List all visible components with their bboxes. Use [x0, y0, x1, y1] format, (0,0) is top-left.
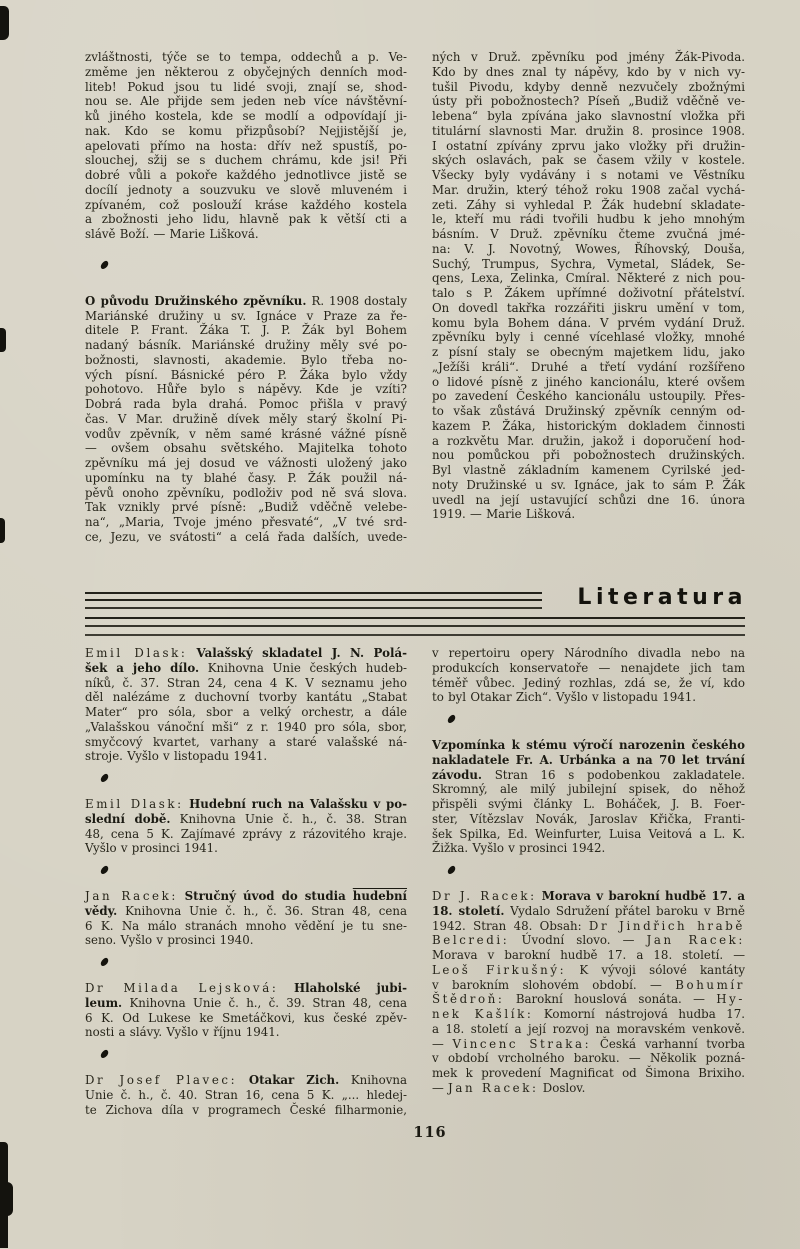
text-line: Tak vznikly prvé písně: „Budiž vděčně velebe- [85, 500, 407, 515]
text-line: komu byla Bohem dána. V prvém vydání Druž. [432, 315, 745, 330]
text-line: v období vrcholného baroku. — Několik pozná- [432, 1051, 745, 1066]
header-rule [85, 625, 745, 627]
text-line: a zbožnosti jeho lidu, hlavně pak k větší cti a [85, 212, 407, 227]
text-line: lebena“ byla zpívána jako slavnostní vložka při [432, 109, 745, 123]
scan-artifact [0, 518, 5, 543]
text-line: noty Družinské u sv. Ignáce, jak to sám P. Žák [432, 477, 745, 492]
leaf-ornament [100, 775, 407, 784]
text-line: v repertoiru opery Národního divadla nebo na [432, 646, 745, 660]
leaf-ornament [100, 1051, 407, 1060]
text-line: Dr Milada Lejsková: Hlaholské jubi- [85, 981, 407, 995]
text-line: přispěli svými články L. Boháček, J. B. Foer- [432, 797, 745, 811]
scan-artifact [0, 6, 9, 40]
text-line: Štědroň: Barokní houslová sonáta. — Hy- [432, 992, 745, 1007]
ornament-dot-icon [446, 865, 457, 875]
paragraph [85, 981, 407, 1040]
text-line: apelovati přímo na hosta: dřív než spustíš, po- [85, 138, 407, 153]
text-line: na“, „Maria, Tvoje jméno přesvaté“, „V tvé srd- [85, 515, 407, 529]
text-line: stroje. Vyšlo v listopadu 1941. [85, 749, 268, 764]
text-line: nadaný básník. Mariánské družiny měly své po- [85, 338, 407, 352]
text-line: nak. Kdo se komu přizpůsobí? Nejjistější je, [85, 123, 407, 138]
text-line: mek k provedení Magnificat od Šimona Brixiho. [432, 1066, 745, 1080]
text-line: Mariánské družiny u sv. Ignáce v Praze za ře- [85, 308, 407, 323]
ornament-dot-icon [99, 865, 110, 875]
ornament-dot-icon [99, 957, 110, 967]
text-line: téměř vůbec. Jediný rozhlas, zdá se, že ví, kdo [432, 675, 745, 690]
leaf-ornament [100, 959, 407, 968]
paragraph [85, 294, 407, 545]
text-line: uvedl na její ustavující schůzi dne 16. února [432, 492, 745, 507]
text-line: básním. V Druž. zpěvníku čteme zvučná jmé- [432, 227, 745, 241]
paragraph [432, 50, 745, 522]
leaf-ornament [100, 262, 407, 271]
page-number: 116 [413, 1124, 447, 1141]
scan-artifact [0, 1182, 13, 1216]
text-line: děl nalézáme z duchovní tvorby kantátu „Stabat [85, 690, 407, 705]
text-line: zpívaném, což poslouží kráse každého kostela [85, 197, 407, 212]
text-line: leum. Knihovna Unie č. h., č. 39. Stran 48, cena [85, 995, 407, 1010]
text-line: čas. V Mar. družině dívek měly starý školní Pi- [85, 411, 407, 426]
text-line: 6 K. Od Lukese ke Smetáčkovi, kus české zpěv- [85, 1010, 407, 1025]
text-line: slávě Boží. — Marie Lišková. [85, 227, 259, 241]
text-line: — Jan Racek: Doslov. [432, 1080, 586, 1095]
text-line: 6 K. Na málo stranách mnoho vědění je tu sne- [85, 918, 407, 933]
text-line: On dovedl takřka rozzářiti jiskru umění v tom, [432, 300, 745, 315]
text-line: na: V. J. Novotný, Wowes, Říhovský, Douša, [432, 241, 745, 256]
text-line: ster, Vítězslav Novák, Jaroslav Křička, Franti- [432, 811, 745, 826]
ornament-dot-icon [446, 714, 457, 724]
text-line: pěvů onoho zpěvníku, podloživ pod ně svá slova. [85, 485, 407, 500]
text-line: šek a jeho dílo. Knihovna Unie českých hudeb- [85, 660, 407, 675]
text-line: slouchej, sžij se s duchem chrámu, kde jsi! Při [85, 153, 407, 168]
header-rule [85, 607, 542, 609]
text-line: Byl vlastně základním kamenem Cyrilské jed- [432, 463, 745, 477]
text-line: Skromný, ale milý jubilejní spisek, do něhož [432, 782, 745, 797]
top-right-column [432, 50, 745, 545]
text-line: Dobrá rada byla drahá. Pomoc přišla v pravý [85, 397, 407, 411]
text-line: nek Kašlík: Komorní nástrojová hudba 17. [432, 1007, 745, 1021]
text-line: qens, Lexa, Zelinka, Cmíral. Některé z nich pou- [432, 271, 745, 286]
header-rule [85, 617, 745, 619]
text-line: — ovšem obsahu světského. Majitelka tohoto [85, 441, 407, 456]
text-line: nou pomůckou při pobožnostech družinských. [432, 448, 745, 463]
text-line: te Zichova díla v programech České filharmonie, [85, 1102, 407, 1117]
text-line: produkcích konservatoře — nenajdete jich tam [432, 660, 745, 675]
text-line: Morava v barokní hudbě 17. a 18. století. — [432, 948, 745, 962]
text-line: zpěvníku má jej dosud ve vážnosti uložený jako [85, 456, 407, 470]
text-line: 48, cena 5 K. Zajímavé zprávy z rázovitého kraje. [85, 826, 407, 841]
text-line: smyčcový kvartet, varhany a staré valašské ná- [85, 734, 407, 749]
header-rule [85, 599, 542, 601]
text-line: upomínku na ty blahé časy. P. Žák použil ná- [85, 470, 407, 485]
text-line: to byl Otakar Zich“. Vyšlo v listopadu 1941. [432, 690, 697, 705]
text-line: liteb! Pokud jsou tu lidé svoji, znají se, shod- [85, 79, 407, 94]
leaf-ornament [447, 716, 745, 725]
ornament-dot-icon [99, 1049, 110, 1059]
paragraph [85, 1073, 407, 1117]
text-line: I ostatní zpívány zprvu jako vložky při družin- [432, 138, 745, 153]
paragraph [432, 646, 745, 705]
text-line: „Valašskou vánoční mši“ z r. 1940 pro sóla, sbor, [85, 719, 407, 734]
text-line: to však zůstává Družinský zpěvník cenným od- [432, 404, 745, 418]
text-line: změme jen některou z obyčejných denních mod- [85, 64, 407, 79]
text-line: Emil Dlask: Hudební ruch na Valašsku v po- [85, 797, 407, 811]
text-line: Kdo by dnes znal ty nápěvy, kdo by v nich vy- [432, 64, 745, 79]
text-line: seno. Vyšlo v prosinci 1940. [85, 933, 254, 948]
text-line: Unie č. h., č. 40. Stran 16, cena 5 K. „... hledej- [85, 1087, 407, 1102]
header-rule [85, 634, 745, 636]
text-line: Emil Dlask: Valašský skladatel J. N. Polá- [85, 646, 408, 660]
text-line: ditele P. Frant. Žáka T. J. P. Žák byl Bohem [85, 323, 407, 338]
literatura-section [85, 646, 745, 1117]
text-line: „Ježíši králi“. Druhé a třetí vydání rozšířeno [432, 359, 745, 374]
text-line: vodův zpěvník, v něm samé krásné vážné písně [85, 426, 407, 441]
paragraph [432, 889, 745, 1096]
paragraph [85, 889, 407, 948]
paragraph [432, 738, 745, 856]
text-line: 1919. — Marie Lišková. [432, 507, 576, 522]
text-line: nakladatele Fr. A. Urbánka a na 70 let trvání [432, 752, 745, 767]
scan-artifact [0, 328, 6, 352]
header-rule [85, 592, 542, 594]
text-line: pohotovo. Hůře bylo s nápěvy. Kde je vzíti? [85, 382, 407, 397]
ornament-dot-icon [99, 773, 110, 783]
text-line: po zavedení Českého kancionálu ustoupily. Přes- [432, 389, 745, 404]
text-line: docílí jednoty a souzvuku ve slově mluveném i [85, 182, 407, 197]
text-line: Dr Josef Plavec: Otakar Zich. Knihovna [85, 1073, 408, 1087]
text-line: božnosti, slavnosti, akademie. Bylo třeba no- [85, 352, 407, 367]
text-line: v barokním slohovém období. — Bohumír [432, 977, 745, 992]
leaf-ornament [447, 867, 745, 876]
text-line: dobré vůli a pokoře každého jednotlivce jistě se [85, 168, 407, 182]
text-line: vých písní. Básnické péro P. Žáka bylo vždy [85, 367, 407, 382]
literatura-left-column [85, 646, 407, 1117]
text-line: šek Spilka, Ed. Weinfurter, Luisa Veitová a L. K. [432, 826, 745, 841]
text-line: Mater“ pro sóla, sbor a velký orchestr, a dále [85, 705, 407, 719]
literatura-right-column [432, 646, 745, 1117]
ornament-dot-icon [99, 260, 110, 270]
leaf-ornament [100, 867, 407, 876]
text-line: Vzpomínka k stému výročí narozenin českého [432, 738, 745, 752]
text-line: Všecky byly vydávány i s notami ve Věstníku [432, 168, 745, 182]
text-line: 1942. Stran 48. Obsah: Dr Jindřich hrabě [432, 918, 745, 933]
text-line: z písní staly se obecným majetkem lidu, jako [432, 345, 745, 359]
paragraph [85, 797, 407, 856]
text-line: a rozkvětu Mar. družin, jakož i doporučení hod- [432, 433, 745, 448]
top-section [85, 50, 745, 545]
text-line: nou se. Ale přijde sem jeden neb více návštěvní- [85, 94, 407, 109]
text-line: Mar. družin, který téhož roku 1908 začal vychá- [432, 182, 745, 197]
literatura-header [85, 585, 747, 644]
text-line: ných v Druž. zpěvníku pod jmény Žák-Pivoda. [432, 50, 745, 64]
text-line: a 18. století a její rozvoj na moravském venkově. [432, 1021, 745, 1036]
text-line: ce, Jezu, ve svátosti“ a celá řada dalších, uvede- [85, 529, 407, 544]
text-line: kazem P. Žáka, historickým dokladem činnosti [432, 418, 745, 433]
text-line: ústy při pobožnostech? Píseň „Budiž vděčně ve- [432, 94, 745, 109]
text-line: zeti. Záhy si vyhledal P. Žák hudební skladate- [432, 197, 745, 212]
section-title: Literatura [577, 585, 747, 610]
paragraph [85, 50, 407, 242]
text-line: 18. století. Vydalo Sdružení přátel baroku v Brně [432, 903, 745, 918]
text-line: O původu Družinského zpěvníku. R. 1908 dostaly [85, 293, 407, 308]
paragraph [85, 646, 407, 764]
text-line: o lidové písně z jiného kancionálu, které ovšem [432, 374, 745, 389]
text-line: nosti a slávy. Vyšlo v říjnu 1941. [85, 1025, 280, 1040]
text-line: Vyšlo v prosinci 1941. [85, 841, 218, 856]
text-line: Suchý, Trumpus, Sychra, Vymetal, Sládek, Se- [432, 256, 745, 271]
text-line: zvláštnosti, týče se to tempa, oddechů a p. Ve- [85, 50, 407, 64]
text-line: Belcredi: Úvodní slovo. — Jan Racek: [432, 933, 745, 948]
text-line: ských oslavách, pak se časem vžily v kostele. [432, 153, 745, 168]
text-line: le, kteří mu rádi tvořili hudbu k jeho mnohým [432, 212, 745, 227]
text-line: závodu. Stran 16 s podobenkou zakladatele. [432, 767, 745, 782]
text-line: slední době. Knihovna Unie č. h., č. 38. Stran [85, 811, 407, 826]
text-line: níků, č. 37. Stran 24, cena 4 K. V seznamu jeho [85, 675, 407, 690]
text-line: Jan Racek: Stručný úvod do studia hudební [85, 889, 408, 903]
text-line: Leoš Firkušný: K vývoji sólové kantáty [432, 962, 745, 977]
text-line: talo s P. Žákem upřímné doživotní přátelství. [432, 286, 745, 300]
text-line: tušil Pivodu, kdyby denně nezvučely zbožnými [432, 79, 745, 94]
text-line: Žižka. Vyšlo v prosinci 1942. [432, 841, 606, 856]
text-line: Dr J. Racek: Morava v barokní hudbě 17. a [432, 889, 745, 903]
text-line: vědy. Knihovna Unie č. h., č. 36. Stran 48, cena [85, 903, 407, 918]
text-line: ků jiného kostela, kde se modlí a odpovídají ji- [85, 109, 407, 123]
text-line: zpěvníku byly i cenné vícehlasé vložky, mnohé [432, 330, 745, 345]
top-left-column [85, 50, 407, 545]
text-line: — Vincenc Straka: Česká varhanní tvorba [432, 1036, 745, 1051]
text-line: titulární slavnosti Mar. družin 8. prosince 1908. [432, 123, 745, 138]
